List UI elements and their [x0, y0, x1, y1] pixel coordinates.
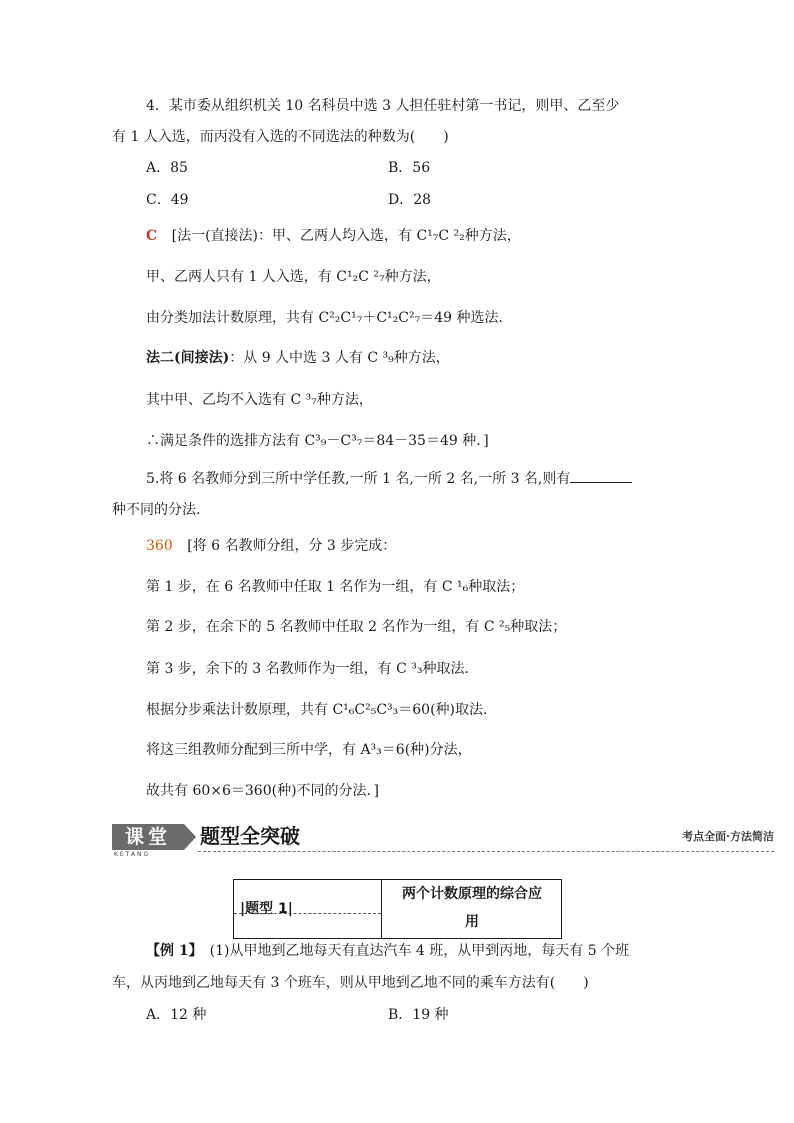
type-box-label: |题型 1| [240, 901, 293, 917]
q5-stem-text: 5.将 6 名教师分到三所中学任教,一所 1 名,一所 2 名,一所 3 名,则有 [146, 471, 571, 487]
q5-solution-line5: 根据分步乘法计数原理，共有 C¹₆C²₅C³₃＝60(种)取法． [146, 702, 497, 718]
q5-stem-line1 [146, 468, 632, 489]
banner-tag-arrow [184, 824, 196, 850]
banner-tag: 课堂 [124, 826, 171, 848]
q4-option-b: B．56 [388, 160, 431, 176]
q4-stem-line1: 4．某市委从组织机关 10 名科员中选 3 人担任驻村第一书记，则甲、乙至少 [146, 98, 620, 114]
q5-stem-line2: 种不同的分法. [112, 502, 201, 518]
q4-answer-letter: C [146, 228, 158, 244]
example1-option-a: A．12 种 [146, 1007, 207, 1023]
q5-solution-line4: 第 3 步，余下的 3 名教师作为一组，有 C ³₃种取法． [146, 661, 479, 677]
banner-title: 题型全突破 [200, 824, 300, 848]
q5-answer-blank [570, 468, 632, 483]
example1-option-b: B．19 种 [388, 1007, 449, 1023]
banner-right-caption: 考点全面·方法简洁 [682, 830, 774, 843]
q4-stem-line2: 有 1 人入选，而丙没有入选的不同选法的种数为( ) [112, 129, 449, 145]
q4-option-c: C．49 [146, 192, 189, 208]
type-box-left-cell [234, 880, 382, 938]
banner-divider [198, 851, 774, 852]
q5-solution-text1: [将 6 名教师分组，分 3 步完成： [187, 538, 397, 554]
q4-solution-line6: ∴满足条件的选排方法有 C³₉－C³₇＝84－35＝49 种．] [146, 433, 489, 449]
section-banner [112, 820, 774, 862]
q5-solution-line3: 第 2 步，在余下的 5 名教师中任取 2 名作为一组，有 C ²₅种取法； [146, 619, 567, 635]
type-box-dashed-rule [234, 913, 381, 914]
example1-label: 【例 1】 [146, 943, 196, 959]
type-box-title-line1: 两个计数原理的综合应 [402, 886, 542, 902]
q4-solution-line4 [146, 348, 450, 368]
q5-solution-line6: 将这三组教师分配到三所中学，有 A³₃＝6(种)分法， [146, 742, 472, 758]
example1-line2: 车，从丙地到乙地每天有 3 个班车，则从甲地到乙地不同的乘车方法有( ) [112, 975, 589, 991]
type-box-title-line2: 用 [465, 914, 479, 930]
q4-method2-label: 法二(间接法) [146, 350, 230, 366]
q5-solution-line2: 第 1 步，在 6 名教师中任取 1 名作为一组，有 C ¹₆种取法； [146, 579, 525, 595]
question-type-box [233, 879, 562, 939]
q4-option-d: D．28 [388, 192, 432, 208]
q4-solution-text1: [法一(直接法)：甲、乙两人均入选，有 C¹₇C ²₂种方法， [171, 228, 521, 244]
q5-answer-value: 360 [146, 538, 173, 554]
banner-tag-subtitle: KETANG [114, 851, 151, 858]
q4-solution-line5: 其中甲、乙均不入选有 C ³₇种方法， [146, 392, 373, 408]
q4-solution-line3: 由分类加法计数原理，共有 C²₂C¹₇＋C¹₂C²₇＝49 种选法． [146, 310, 513, 326]
example1-text1: (1)从甲地到乙地每天有直达汽车 4 班，从甲到丙地，每天有 5 个班 [195, 943, 630, 959]
q4-method2-text: ：从 9 人中选 3 人有 C ³₉种方法， [229, 350, 450, 366]
q4-option-a: A．85 [146, 160, 188, 176]
q5-solution-line1 [146, 536, 396, 556]
q4-solution-line2: 甲、乙两人只有 1 人入选，有 C¹₂C ²₇种方法， [146, 269, 441, 285]
q4-solution-line1 [146, 226, 521, 246]
q5-solution-line7: 故共有 60×6＝360(种)不同的分法．] [146, 783, 380, 799]
example1-line1 [146, 941, 629, 961]
